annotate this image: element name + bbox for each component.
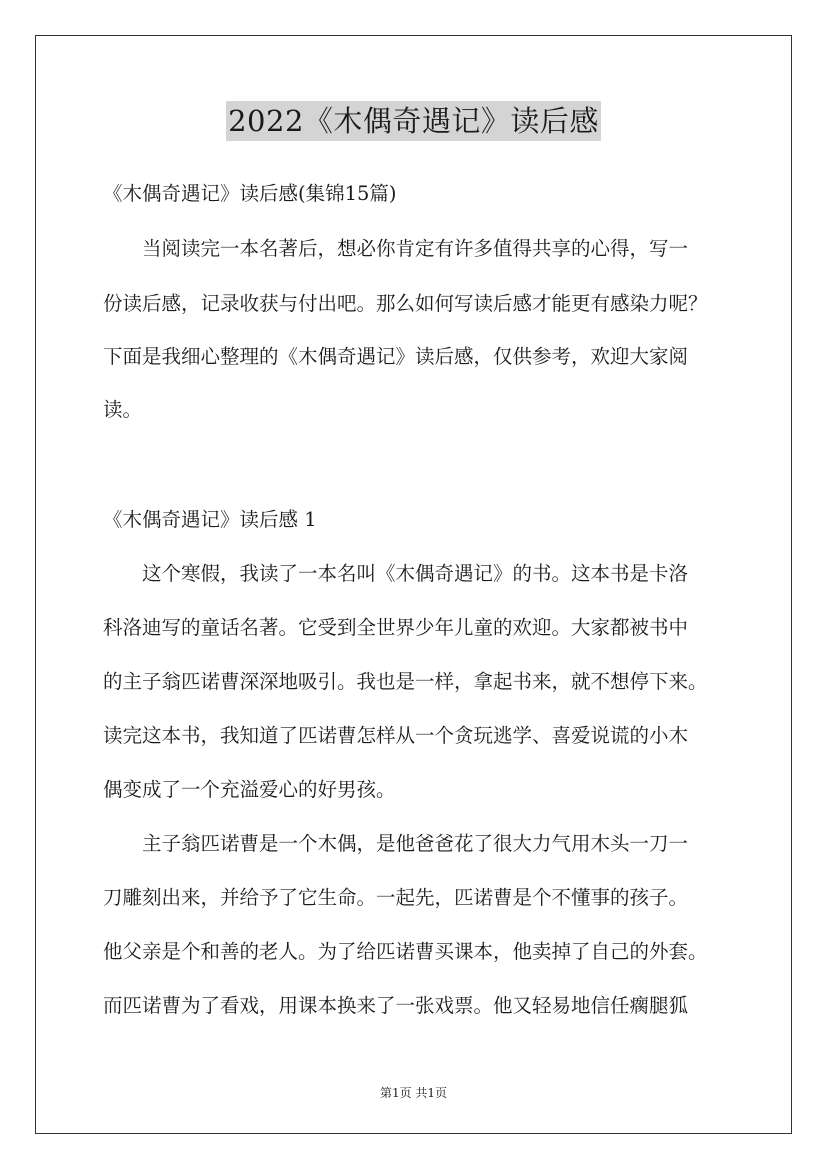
- paragraph-line: 而匹诺曹为了看戏，用课本换来了一张戏票。他又轻易地信任瘸腿狐: [103, 994, 689, 1017]
- title-container: [0, 101, 827, 141]
- section-heading: 《木偶奇遇记》读后感 1: [103, 508, 317, 531]
- paragraph-line: 他父亲是个和善的老人。为了给匹诺曹买课本，他卖掉了自己的外套。: [103, 940, 708, 963]
- paragraph-line: 偶变成了一个充溢爱心的好男孩。: [103, 778, 396, 801]
- document-subtitle: 《木偶奇遇记》读后感(集锦15篇): [103, 182, 397, 205]
- intro-line: 份读后感，记录收获与付出吧。那么如何写读后感才能更有感染力呢？: [103, 292, 708, 315]
- paragraph-line: 的主子翁匹诺曹深深地吸引。我也是一样，拿起书来，就不想停下来。: [103, 670, 708, 693]
- page-number: 第1页 共1页: [379, 1086, 448, 1100]
- document-title: 2022《木偶奇遇记》读后感: [226, 101, 601, 141]
- paragraph-line: 读完这本书，我知道了匹诺曹怎样从一个贪玩逃学、喜爱说谎的小木: [103, 724, 689, 747]
- paragraph-line: 这个寒假，我读了一本名叫《木偶奇遇记》的书。这本书是卡洛: [142, 562, 689, 585]
- intro-line: 下面是我细心整理的《木偶奇遇记》读后感，仅供参考，欢迎大家阅: [103, 345, 689, 368]
- intro-line: 读。: [103, 398, 143, 421]
- paragraph-line: 刀雕刻出来，并给予了它生命。一起先，匹诺曹是个不懂事的孩子。: [103, 886, 689, 909]
- paragraph-line: 主子翁匹诺曹是一个木偶，是他爸爸花了很大力气用木头一刀一: [142, 832, 689, 855]
- paragraph-line: 科洛迪写的童话名著。它受到全世界少年儿童的欢迎。大家都被书中: [103, 616, 689, 639]
- intro-line: 当阅读完一本名著后，想必你肯定有许多值得共享的心得，写一: [142, 237, 689, 260]
